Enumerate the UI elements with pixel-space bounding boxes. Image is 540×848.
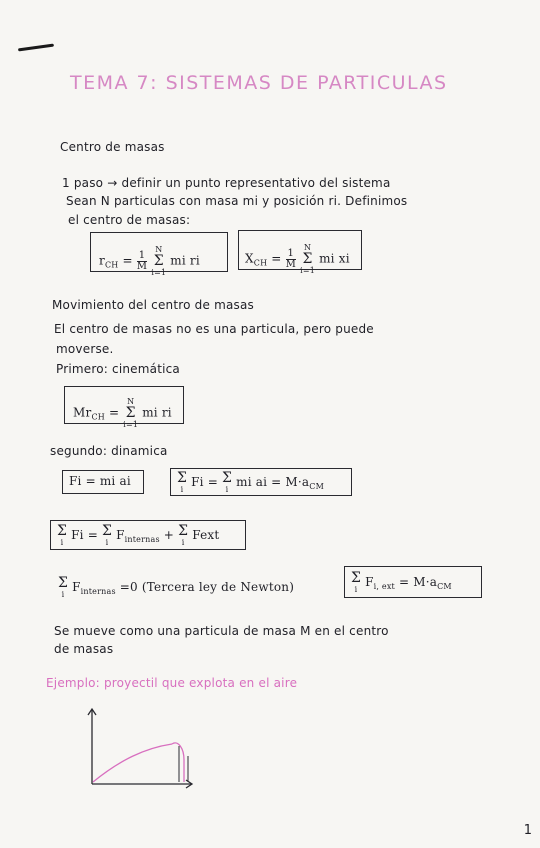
text-line: Se mueve como una particula de masa M en el centro <box>54 624 389 638</box>
formula-split: Σ i Fi = Σ i $F_{internas}$ + Σ i Fext <box>57 523 220 547</box>
page-title: TEMA 7: SISTEMAS DE PARTICULAS <box>70 72 448 94</box>
formula-box-split <box>50 520 246 550</box>
text-line: moverse. <box>56 342 114 356</box>
fragment-path <box>172 743 184 782</box>
formula-fi: Fi = mi ai <box>69 474 131 488</box>
pen-mark <box>18 44 54 52</box>
page-number: 1 <box>523 823 532 838</box>
text-line: el centro de masas: <box>68 213 191 227</box>
text-line: Primero: cinemática <box>56 362 180 376</box>
formula-ext: Σ i $F_{i, ext} = M\cdot a_{CM}$ <box>351 570 452 594</box>
formula-box-xcm <box>238 230 362 275</box>
formula-box-fi <box>62 470 144 494</box>
formula-internal: Σ i $F_{internas} =0$ (Tercera ley de Newton) <box>58 575 295 599</box>
formula-box-rcm <box>90 232 228 277</box>
text-line: segundo: dinamica <box>50 444 168 458</box>
projectile-sketch <box>80 700 200 790</box>
section-heading-movimiento: Movimiento del centro de masas <box>52 298 254 312</box>
formula-mrcm: $Mr_{CH}$ = N Σ i=1 mi ri <box>73 397 172 429</box>
text-line: Sean N particulas con masa mi y posición ri. Definimos <box>66 194 408 208</box>
formula-sumfi: Σ i Fi = Σ i mi ai = $M\cdot a_{CM}$ <box>177 470 324 494</box>
formula-xcm: $X_{CH}$ = $\frac{1}{M}$ N Σ i=1 mi xi <box>245 243 350 275</box>
text-line: de masas <box>54 642 114 656</box>
formula-box-mrcm <box>64 386 184 429</box>
text-line: 1 paso → definir un punto representativo del sistema <box>62 176 391 190</box>
formula-box-sumfi <box>170 468 352 496</box>
example-heading: Ejemplo: proyectil que explota en el aire <box>46 676 298 690</box>
formula-box-ext <box>344 566 482 598</box>
section-heading-centro: Centro de masas <box>60 140 165 154</box>
formula-rcm: $r_{CH}$ = $\frac{1}{M}$ N Σ i=1 mi ri <box>99 245 200 277</box>
text-line: El centro de masas no es una particula, pero puede <box>54 322 374 336</box>
trajectory-curve <box>93 744 172 782</box>
